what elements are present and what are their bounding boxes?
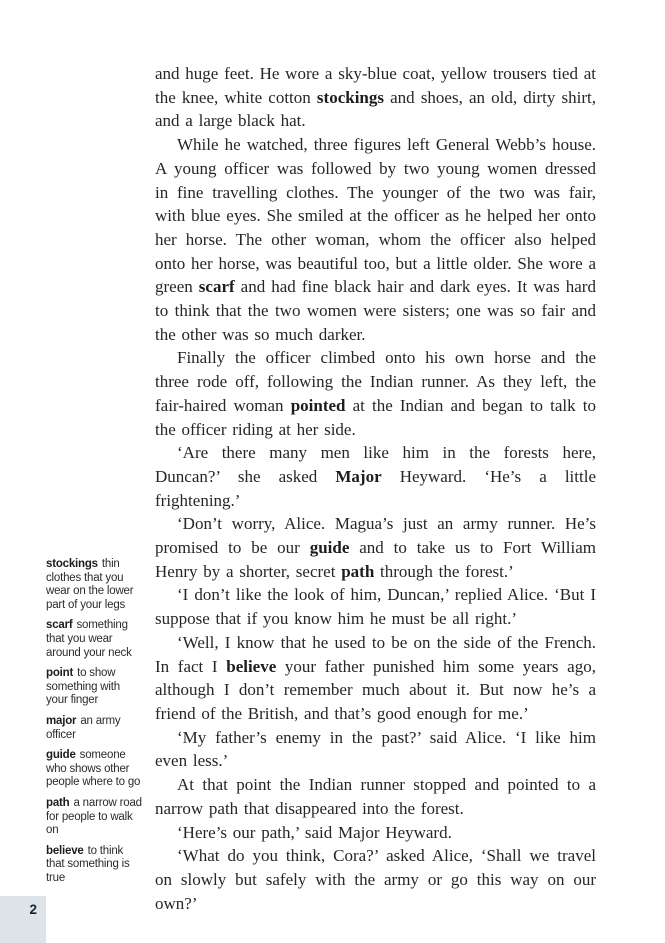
glossary-term-in-text: pointed <box>290 395 346 415</box>
glossary-term: believe <box>46 844 84 857</box>
glossary-entry <box>46 715 143 742</box>
glossary-term: stockings <box>46 558 98 570</box>
page-number: 2 <box>29 902 37 917</box>
story-paragraph <box>155 441 596 512</box>
story-text-run: your father punished him some years ago, although I don’t remember much about it. But now he’s a friend of the British, and that’s good enough for me.’ <box>155 656 596 723</box>
story-text-run: Heyward. ‘He’s a little frightening.’ <box>155 466 596 510</box>
glossary-entry <box>46 845 143 886</box>
glossary-term-in-text: believe <box>226 656 277 676</box>
glossary-term-in-text: path <box>341 561 375 581</box>
story-text-run: ‘Don’t worry, Alice. Magua’s just an army runner. He’s promised to be our <box>155 514 596 558</box>
glossary-entry <box>46 667 143 708</box>
glossary-definition: someone who shows other people where to go <box>46 749 141 789</box>
story-paragraph <box>155 346 596 441</box>
story-paragraph <box>155 583 596 630</box>
glossary-entry <box>46 797 143 838</box>
glossary-term-in-text: scarf <box>198 277 235 297</box>
story-paragraph <box>155 631 596 726</box>
story-text-run: At that point the Indian runner stopped and pointed to a narrow path that disappeared into the forest. <box>155 775 596 818</box>
story-text-run: at the Indian and began to talk to the officer riding at her side. <box>155 395 597 439</box>
glossary-term: major <box>46 714 77 727</box>
glossary-term: path <box>46 796 70 809</box>
story-text-column <box>155 62 596 915</box>
story-paragraph <box>155 844 596 915</box>
story-paragraph <box>155 726 596 773</box>
glossary-entry <box>46 558 143 612</box>
glossary-margin <box>46 558 143 892</box>
story-text-run: and shoes, an old, dirty shirt, and a large black hat. <box>155 87 596 131</box>
page-number-box <box>0 896 46 943</box>
glossary-entry <box>46 749 143 790</box>
story-text-run: ‘Here’s our path,’ said Major Heyward. <box>177 822 452 842</box>
story-text-run: ‘I don’t like the look of him, Duncan,’ replied Alice. ‘But I suppose that if you know him he must be all right.’ <box>155 585 596 629</box>
glossary-term-in-text: guide <box>309 538 350 558</box>
glossary-definition: something that you wear around your neck <box>46 619 132 659</box>
story-text-run: and to take us to Fort William Henry by a shorter, secret <box>155 538 596 581</box>
glossary-definition: thin clothes that you wear on the lower part of your legs <box>46 558 134 611</box>
story-paragraph <box>155 62 596 133</box>
glossary-definition: to think that something is true <box>46 844 130 884</box>
story-text-run: and had fine black hair and dark eyes. It was hard to think that the two women were sisters; one was so fair and the other was so much darker. <box>155 277 596 344</box>
story-text-run: through the forest.’ <box>374 561 514 581</box>
glossary-term: point <box>46 667 74 680</box>
glossary-term-in-text: Major <box>335 466 382 486</box>
glossary-definition: to show something with your finger <box>46 667 120 707</box>
story-text-run: ‘Well, I know that he used to be on the side of the French. In fact I <box>155 632 596 676</box>
story-text-run: Finally the officer climbed onto his own horse and the three rode off, following the Indian runner. As they left, the fair-haired woman <box>155 348 596 415</box>
story-text-run: ‘What do you think, Cora?’ asked Alice, ‘Shall we travel on slowly but safely with the army or go this way on our own?’ <box>155 846 596 913</box>
glossary-term: guide <box>46 749 76 762</box>
story-paragraph <box>155 821 596 845</box>
story-text-run: ‘My father’s enemy in the past?’ said Alice. ‘I like him even less.’ <box>155 727 596 771</box>
story-paragraph <box>155 512 596 583</box>
glossary-definition: a narrow road for people to walk on <box>46 796 142 837</box>
story-text-run: and huge feet. He wore a sky-blue coat, yellow trousers tied at the knee, white cotton <box>155 64 596 107</box>
story-paragraph <box>155 773 596 820</box>
story-paragraph <box>155 133 596 346</box>
glossary-definition: an army officer <box>46 714 121 741</box>
glossary-entry <box>46 619 143 660</box>
glossary-term-in-text: stockings <box>316 87 384 107</box>
story-text-run: ‘Are there many men like him in the forests here, Duncan?’ she asked <box>155 443 596 486</box>
story-text-run: While he watched, three figures left General Webb’s house. A young officer was followed by two young women dressed in fine travelling clothes. The younger of the two was fair, with blue eyes. She smiled at the officer as he helped her onto her horse. The other woman, whom the officer also helped onto her horse, was beautiful too, but a little older. She wore a green <box>155 135 596 297</box>
glossary-term: scarf <box>46 619 73 632</box>
